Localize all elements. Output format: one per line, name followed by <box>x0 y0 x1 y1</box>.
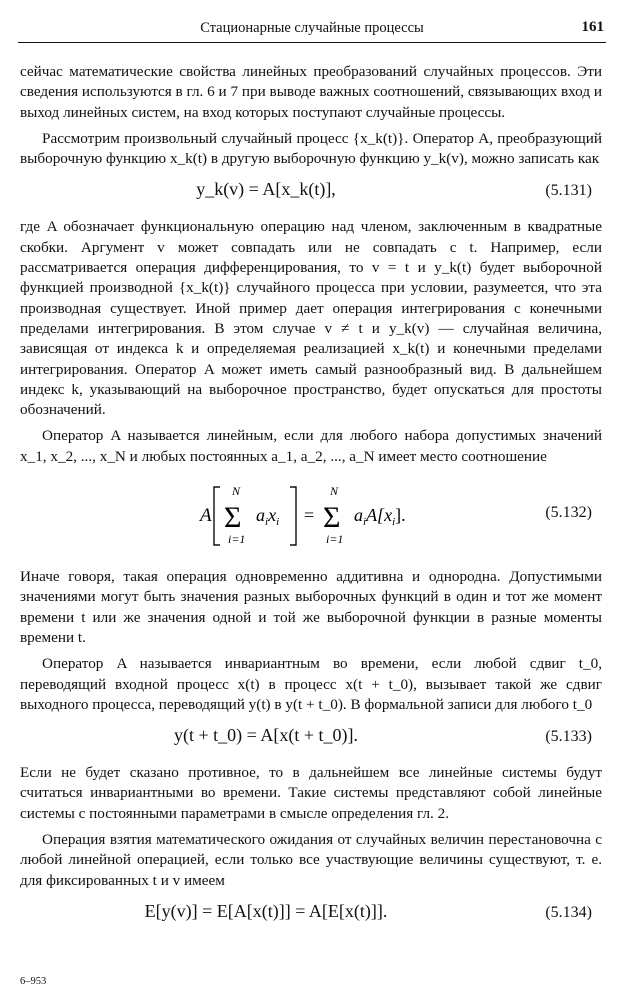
paragraph-2: Рассмотрим произвольный случайный процесс {x_k(t)}. Оператор A, преобразующий выборочную функцию x_k(t) в другую выборочную функцию y_k(v), можно записать как <box>20 129 602 168</box>
paragraph-7: Если не будет сказано противное, то в дальнейшем все линейные системы будут считаться инвариантными во времени. Такие системы представляют собой линейные системы с постоянными параметрами в смысле определения гл. 2. <box>20 764 602 822</box>
svg-text:aiA[xi].: $a_iA[x_i]$. <box>354 505 406 529</box>
page-body <box>20 62 602 939</box>
paragraph-1: сейчас математические свойства линейных преобразований случайных процессов. Эти сведения используются в гл. 6 и 7 при выводе важных соотношений, связывающих вход и выход линейных систем, на вход которых поступают случайные процессы. <box>20 63 602 121</box>
paragraph-5: Иначе говоря, такая операция одновременно аддитивна и однородна. Допустимыми значениями могут быть значения разных выборочных функций в один и тот же момент времени t или же значения одной и той же выборочной функции в разные моменты времени t. <box>20 568 602 646</box>
paragraph-3: где A обозначает функциональную операцию над членом, заключенным в квадратные скобки. Аргумент v может совпадать или не совпадать с t. Например, если рассматривается операция дифференцирования, то v = t и y_k(t) будет выборочной функцией производной {x_k(t)} случайного процесса при условии, разумеется, что эта производная существует. Иной пример дает операция интегрирования с конечными пределами интегрирования. В этом случае v ≠ t и y_k(v) — случайная величина, зависящая от индекса k и определяемая реализацией x_k(t) и конечными пределами интегрирования. Оператор A может иметь самый разнообразный вид. В дальнейшем индекс k, указывающий на выборочное пространство, будет опускаться для простоты обозначений. <box>20 218 602 419</box>
svg-text:i=1: i=1 <box>228 532 246 547</box>
equation-5-133-formula: y(t + t_0) = A[x(t + t_0)]. <box>174 725 358 746</box>
svg-text:N: N <box>232 484 241 499</box>
svg-text:A: A <box>200 505 212 527</box>
header-title: Стационарные случайные процессы <box>200 20 424 36</box>
equation-5-131-number: (5.131) <box>545 182 592 200</box>
equation-5-132-number: (5.132) <box>545 504 592 522</box>
equation-5-133 <box>20 719 602 755</box>
page-number: 161 <box>581 19 604 35</box>
equation-5-131-formula: y_k(v) = A[x_k(t)], <box>196 179 336 200</box>
equation-5-132-graphic <box>180 473 440 557</box>
equation-5-131 <box>20 173 602 209</box>
svg-text:aixi: $a_ix_i$ <box>256 505 280 529</box>
equation-5-133-number: (5.133) <box>545 728 592 746</box>
svg-text:N: N <box>330 484 339 499</box>
paragraph-8: Операция взятия математического ожидания от случайных величин перестановочна с любой линейной операцией, если только все участвующие величины существуют, т. е. для фиксированных t и v имеем <box>20 831 602 889</box>
svg-text:i=1: i=1 <box>326 532 344 547</box>
equation-5-134-number: (5.134) <box>545 903 592 921</box>
paragraph-6: Оператор A называется инвариантным во времени, если любой сдвиг t_0, переводящий входной процесс x(t) в процесс x(t + t_0), вызывает такой же сдвиг выходного процесса, переводящий y(t) в y(t + t_0). В формальной записи для любого t_0 <box>20 655 602 713</box>
svg-text:Σ: Σ <box>224 501 242 535</box>
equation-5-134 <box>20 895 602 931</box>
paragraph-4: Оператор A называется линейным, если для любого набора допустимых значений x_1, x_2, ..., x_N и любых постоянных a_1, a_2, ..., a_N имеет место соотношение <box>20 427 602 465</box>
running-header <box>18 14 606 43</box>
equation-5-132 <box>20 473 602 557</box>
svg-text:=: = <box>304 505 315 526</box>
signature-mark: 6–953 <box>20 976 47 987</box>
svg-text:Σ: Σ <box>323 501 341 535</box>
equation-5-134-formula: E[y(v)] = E[A[x(t)]] = A[E[x(t)]]. <box>144 900 388 921</box>
